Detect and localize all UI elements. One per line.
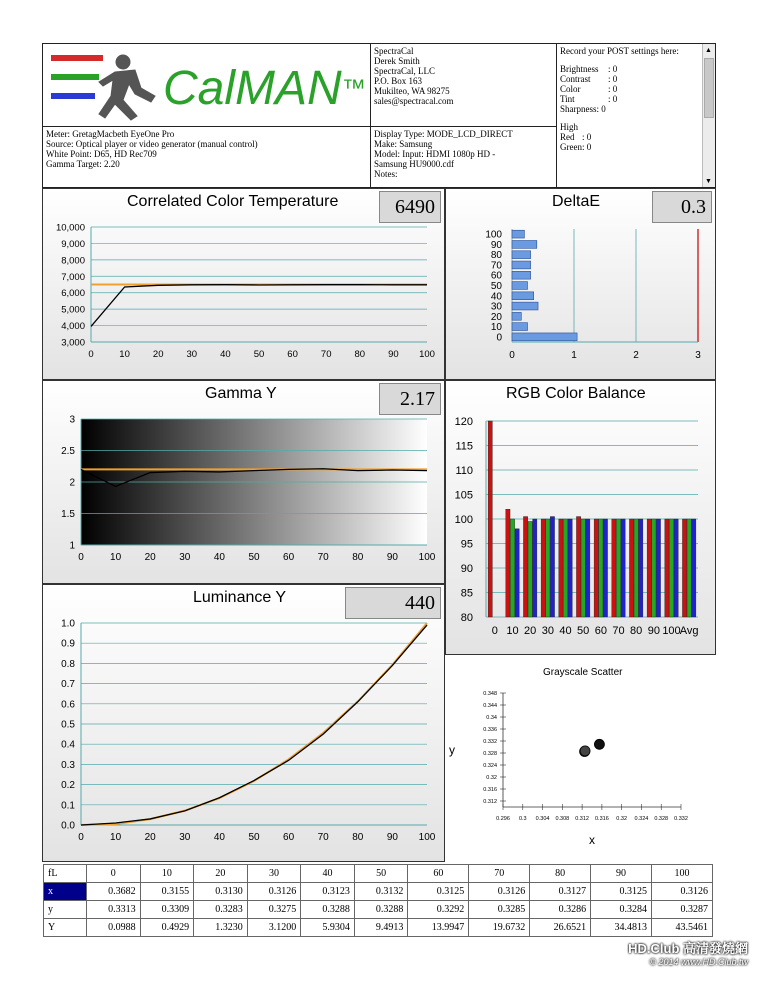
blue-bar [674, 519, 678, 617]
cct-title: Correlated Color Temperature [127, 193, 339, 210]
table-cell: 0.3292 [408, 901, 469, 919]
y-tick-label: 120 [454, 416, 473, 428]
display-line: Display Type: MODE_LCD_DIRECT [374, 129, 513, 139]
table-cell: 5.9304 [301, 919, 355, 937]
y-tick-label: 0.344 [483, 703, 497, 709]
green-bar [528, 521, 532, 617]
table-cell: 0.3127 [530, 883, 591, 901]
cct-value: 6490 [379, 191, 441, 223]
green-bar [652, 519, 656, 617]
watermark-line2: © 2014 www.HD.Club.tw [649, 957, 748, 967]
table-cell: 0.3126 [247, 883, 301, 901]
scatter-panel [445, 655, 716, 862]
luminance-value: 440 [345, 587, 441, 619]
company-line: SpectraCal, LLC [374, 66, 435, 76]
post-scrollbar[interactable] [702, 44, 715, 187]
luminance-panel [42, 584, 445, 862]
blue-bar [603, 519, 607, 617]
table-header-cell: fL [44, 865, 87, 883]
y-tick-label: 10 [490, 322, 502, 334]
y-tick-label: 0.4 [61, 739, 75, 751]
y-tick-label: 0.348 [483, 691, 497, 697]
x-tick-label: 0.332 [674, 816, 688, 822]
post-settings-box[interactable] [556, 43, 716, 188]
x-tick-label: 60 [287, 349, 298, 360]
table-cell: 9.4913 [354, 919, 408, 937]
red-bar [682, 519, 686, 617]
blue-bar [639, 519, 643, 617]
company-line: Mukilteo, WA 98275 [374, 86, 450, 96]
table-cell: 0.3125 [591, 883, 652, 901]
x-tick-label: 3 [695, 350, 701, 361]
table-header-cell: 10 [140, 865, 194, 883]
red-bar [523, 517, 527, 617]
x-tick-label: 0 [78, 552, 84, 563]
deltae-bar [512, 230, 524, 238]
display-box [370, 126, 557, 188]
y-tick-label: 0.6 [61, 699, 75, 711]
table-row-label[interactable]: Y [44, 919, 87, 937]
deltae-panel [445, 188, 716, 380]
y-tick-label: 90 [490, 239, 502, 251]
green-bar [510, 519, 514, 617]
y-tick-label: 50 [490, 281, 502, 292]
x-tick-label: 20 [152, 349, 164, 360]
red-bar [541, 519, 545, 617]
table-header-cell: 80 [530, 865, 591, 883]
table-cell: 0.3132 [354, 883, 408, 901]
x-tick-label: 50 [577, 625, 590, 637]
green-bar [581, 519, 585, 617]
x-tick-label: 0 [491, 625, 498, 637]
table-cell: 0.3288 [354, 901, 408, 919]
deltae-bar [512, 323, 528, 331]
scroll-down-icon[interactable]: ▼ [705, 177, 712, 185]
table-row-label[interactable]: x [44, 883, 87, 901]
post-row: Brightness : 0 [560, 64, 618, 74]
red-bar [665, 519, 669, 617]
x-tick-label: 0.316 [595, 816, 609, 822]
y-tick-label: 0.332 [483, 739, 497, 745]
meter-box [42, 126, 371, 188]
table-cell: 0.3126 [469, 883, 530, 901]
x-tick-label: 0 [78, 832, 84, 843]
meter-line: White Point: D65, HD Rec709 [46, 149, 157, 159]
table-row [44, 901, 713, 919]
green-bar [687, 519, 691, 617]
x-tick-label: 10 [506, 625, 519, 637]
y-tick-label: 100 [454, 514, 473, 526]
x-tick-label: 0 [88, 349, 94, 360]
y-tick-label: 8,000 [61, 255, 85, 267]
x-tick-label: 0.324 [634, 816, 649, 822]
y-tick-label: 4,000 [61, 321, 85, 333]
y-tick-label: 20 [490, 311, 502, 323]
x-tick-label: 0.308 [555, 816, 570, 822]
red-bar [647, 519, 651, 617]
blue-bar [692, 519, 696, 617]
y-tick-label: 0.316 [483, 787, 497, 793]
blue-bar [515, 529, 519, 617]
table-row [44, 919, 713, 937]
table-cell: 0.4929 [140, 919, 194, 937]
y-tick-label: 10,000 [55, 222, 85, 234]
red-bar [612, 519, 616, 617]
deltae-bar [512, 333, 577, 341]
y-tick-label: 0.3 [61, 759, 75, 771]
x-tick-label: 50 [248, 552, 260, 563]
y-tick-label: 0 [496, 332, 502, 344]
company-line: sales@spectracal.com [374, 96, 454, 106]
table-row-label[interactable]: y [44, 901, 87, 919]
scatter-title: Grayscale Scatter [543, 667, 623, 678]
x-tick-label: 60 [283, 832, 295, 843]
luminance-title: Luminance Y [193, 589, 287, 606]
red-bar [629, 519, 633, 617]
x-tick-label: 0.3 [518, 816, 527, 822]
blue-bar [550, 517, 554, 617]
deltae-bar [512, 261, 531, 269]
scroll-up-icon[interactable]: ▲ [705, 46, 712, 54]
y-tick-label: 80 [460, 612, 473, 624]
company-line: Derek Smith [374, 56, 420, 66]
table-cell: 0.3309 [140, 901, 194, 919]
company-box [370, 43, 557, 127]
green-bar [634, 519, 638, 617]
red-bar [506, 509, 510, 617]
logo-box [42, 43, 371, 127]
table-cell: 43.5461 [652, 919, 713, 937]
green-bar [669, 519, 673, 617]
x-tick-label: 100 [662, 625, 681, 637]
deltae-bar [512, 241, 537, 249]
y-tick-label: 0.9 [61, 638, 75, 650]
x-tick-label: 30 [186, 349, 198, 360]
blue-bar [656, 519, 660, 617]
y-tick-label: 0.8 [61, 658, 75, 670]
x-tick-label: 20 [144, 832, 156, 843]
table-header-cell: 70 [469, 865, 530, 883]
y-tick-label: 1.0 [61, 618, 75, 630]
scatter-point [594, 739, 604, 749]
meter-line: Meter: GretagMacbeth EyeOne Pro [46, 129, 175, 139]
table-cell: 0.3287 [652, 901, 713, 919]
gamma-panel [42, 380, 445, 584]
deltae-bar [512, 271, 531, 279]
deltae-bar [512, 312, 521, 320]
rgb-title: RGB Color Balance [506, 385, 646, 402]
table-header-cell: 30 [247, 865, 301, 883]
x-tick-label: 30 [179, 552, 191, 563]
x-tick-label: 20 [524, 625, 537, 637]
table-cell: 0.0988 [87, 919, 141, 937]
table-cell: 0.3126 [652, 883, 713, 901]
gamma-chart [43, 381, 444, 583]
y-tick-label: 30 [490, 301, 502, 313]
blue-bar [533, 519, 537, 617]
scatter-point [580, 746, 590, 756]
x-tick-label: 50 [248, 832, 260, 843]
x-tick-label: 100 [418, 552, 436, 563]
table-cell: 0.3284 [591, 901, 652, 919]
x-tick-label: 10 [110, 552, 122, 563]
y-tick-label: 6,000 [61, 288, 85, 300]
deltae-bar [512, 251, 531, 259]
red-bar [594, 519, 598, 617]
table-cell: 0.3275 [247, 901, 301, 919]
x-tick-label: 70 [320, 349, 332, 360]
blue-bar [621, 519, 625, 617]
x-tick-label: 40 [220, 349, 231, 360]
table-cell: 0.3155 [140, 883, 194, 901]
y-tick-label: 0.328 [483, 751, 497, 757]
data-table [43, 864, 713, 937]
luminance-chart [43, 585, 444, 861]
y-tick-label: 80 [490, 250, 502, 262]
table-header-cell: 40 [301, 865, 355, 883]
table-cell: 0.3313 [87, 901, 141, 919]
x-tick-label: 40 [559, 625, 572, 637]
display-line: Make: Samsung [374, 139, 433, 149]
meter-line: Gamma Target: 2.20 [46, 159, 120, 169]
scatter-chart [445, 655, 716, 862]
y-tick-label: 9,000 [61, 238, 85, 250]
table-cell: 0.3682 [87, 883, 141, 901]
y-tick-label: 0.324 [483, 763, 497, 769]
x-tick-label: 50 [253, 349, 265, 360]
x-tick-label: 90 [388, 349, 399, 360]
red-bar [559, 519, 563, 617]
meter-line: Source: Optical player or video generator (manual control) [46, 139, 258, 149]
post-row: Red : 0 [560, 132, 592, 142]
x-tick-label: 0.304 [535, 816, 550, 822]
blue-bar [586, 519, 590, 617]
table-cell: 26.6521 [530, 919, 591, 937]
x-tick-label: 60 [594, 625, 607, 637]
x-tick-label: 30 [179, 832, 191, 843]
table-cell: 13.9947 [408, 919, 469, 937]
display-line: Samsung HU9000.cdf [374, 159, 454, 169]
y-tick-label: 40 [490, 291, 502, 303]
post-row: Contrast : 0 [560, 74, 618, 84]
blue-bar [568, 519, 572, 617]
table-cell: 0.3288 [301, 901, 355, 919]
deltae-value: 0.3 [652, 191, 712, 223]
y-tick-label: 0.0 [61, 820, 75, 832]
y-tick-label: 105 [454, 489, 473, 502]
y-tick-label: 5,000 [61, 304, 85, 316]
x-tick-label: 60 [283, 552, 295, 563]
display-line: Notes: [374, 169, 398, 179]
y-tick-label: 110 [455, 465, 473, 477]
y-tick-label: 0.34 [486, 715, 497, 721]
table-cell: 0.3283 [194, 901, 248, 919]
post-row: Green: 0 [560, 142, 592, 152]
table-cell: 1.3230 [194, 919, 248, 937]
red-bar [576, 517, 580, 617]
y-tick-label: 0.336 [483, 727, 497, 733]
x-tick-label: 80 [354, 349, 366, 360]
table-cell: 34.4813 [591, 919, 652, 937]
x-tick-label: 80 [630, 625, 643, 637]
cct-panel [42, 188, 445, 380]
post-row: Tint : 0 [560, 94, 618, 104]
x-tick-label: 90 [386, 552, 398, 563]
deltae-bar [512, 292, 534, 300]
y-tick-label: 0.32 [486, 775, 497, 781]
x-tick-label: 2 [633, 350, 639, 361]
y-tick-label: 0.5 [61, 719, 75, 731]
x-tick-label: 90 [647, 625, 660, 637]
x-tick-label: 100 [419, 349, 435, 360]
deltae-bar [512, 282, 528, 290]
x-tick-label: 90 [386, 832, 398, 843]
x-tick-label: 20 [144, 552, 156, 563]
y-tick-label: 95 [460, 538, 473, 551]
green-bar [563, 519, 567, 617]
y-tick-label: 3 [69, 414, 75, 426]
gamma-title: Gamma Y [205, 385, 277, 402]
table-row [44, 883, 713, 901]
x-tick-label: 100 [418, 832, 436, 843]
gamma-value: 2.17 [379, 383, 441, 415]
rgb-chart [446, 381, 715, 654]
x-axis-label: x [589, 833, 595, 847]
table-header-cell: 100 [652, 865, 713, 883]
x-tick-label: 10 [119, 349, 130, 360]
x-tick-label: 80 [352, 832, 364, 843]
deltae-title: DeltaE [552, 193, 601, 210]
x-tick-label: 10 [110, 832, 122, 843]
table-cell: 0.3286 [530, 901, 591, 919]
logo-text: CalMAN™ [163, 62, 366, 115]
y-tick-label: 2 [69, 477, 75, 489]
table-header-cell: 20 [194, 865, 248, 883]
x-tick-label: 30 [541, 625, 554, 637]
x-tick-label: 0.296 [496, 816, 510, 822]
display-line: Model: Input: HDMI 1080p HD - [374, 149, 496, 159]
post-row: Color : 0 [560, 84, 618, 94]
table-cell: 0.3130 [194, 883, 248, 901]
scroll-thumb[interactable] [704, 58, 714, 118]
red-bar [488, 421, 492, 617]
y-tick-label: 7,000 [61, 271, 85, 283]
table-cell: 0.3285 [469, 901, 530, 919]
table-header-cell: 0 [87, 865, 141, 883]
y-tick-label: 0.7 [61, 679, 75, 691]
rgb-panel [445, 380, 716, 655]
y-tick-label: 1.5 [61, 509, 75, 520]
y-tick-label: 0.1 [61, 800, 75, 812]
table-header-cell: 60 [408, 865, 469, 883]
table-cell: 3.1200 [247, 919, 301, 937]
y-tick-label: 2.5 [61, 446, 75, 457]
post-intro: Record your POST settings here: [560, 46, 679, 56]
x-tick-label: 0.32 [616, 816, 628, 822]
post-row: Sharpness: 0 [560, 104, 606, 114]
post-high: High [560, 122, 578, 132]
green-bar [616, 519, 620, 617]
y-tick-label: 100 [485, 229, 502, 241]
watermark-line1: HD.Club 高清發燒網 [628, 941, 748, 956]
measured-line [91, 285, 427, 327]
x-tick-label: 40 [213, 832, 225, 843]
table-header-cell: 90 [591, 865, 652, 883]
company-line: SpectraCal [374, 46, 414, 56]
x-tick-label: 0.312 [575, 816, 589, 822]
y-tick-label: 115 [455, 440, 473, 453]
x-tick-label: 70 [317, 832, 329, 843]
table-cell: 0.3125 [408, 883, 469, 901]
table-header-row [44, 865, 713, 883]
x-tick-label: 0.328 [654, 816, 669, 822]
cct-chart [43, 189, 444, 379]
table-header-cell: 50 [354, 865, 408, 883]
x-tick-label: 1 [571, 350, 577, 361]
y-tick-label: 0.312 [483, 799, 497, 805]
green-bar [599, 519, 603, 617]
y-tick-label: 85 [460, 587, 473, 600]
company-line: P.O. Box 163 [374, 76, 423, 86]
deltae-chart [446, 189, 715, 379]
y-tick-label: 90 [460, 563, 473, 575]
measured-line [81, 625, 427, 825]
x-tick-label: 70 [612, 625, 625, 637]
deltae-bar [512, 302, 538, 310]
x-tick-label: 80 [352, 552, 364, 563]
x-tick-label: 40 [213, 552, 225, 563]
table-cell: 19.6732 [469, 919, 530, 937]
x-tick-label: Avg [679, 625, 699, 637]
x-tick-label: 0 [509, 350, 515, 361]
y-tick-label: 1 [69, 540, 75, 552]
green-bar [546, 519, 550, 617]
y-tick-label: 70 [490, 260, 502, 272]
x-tick-label: 70 [317, 552, 329, 563]
table-cell: 0.3123 [301, 883, 355, 901]
y-tick-label: 3,000 [61, 337, 85, 349]
y-axis-label: y [449, 743, 455, 757]
y-tick-label: 60 [490, 270, 502, 282]
y-tick-label: 0.2 [61, 780, 75, 792]
